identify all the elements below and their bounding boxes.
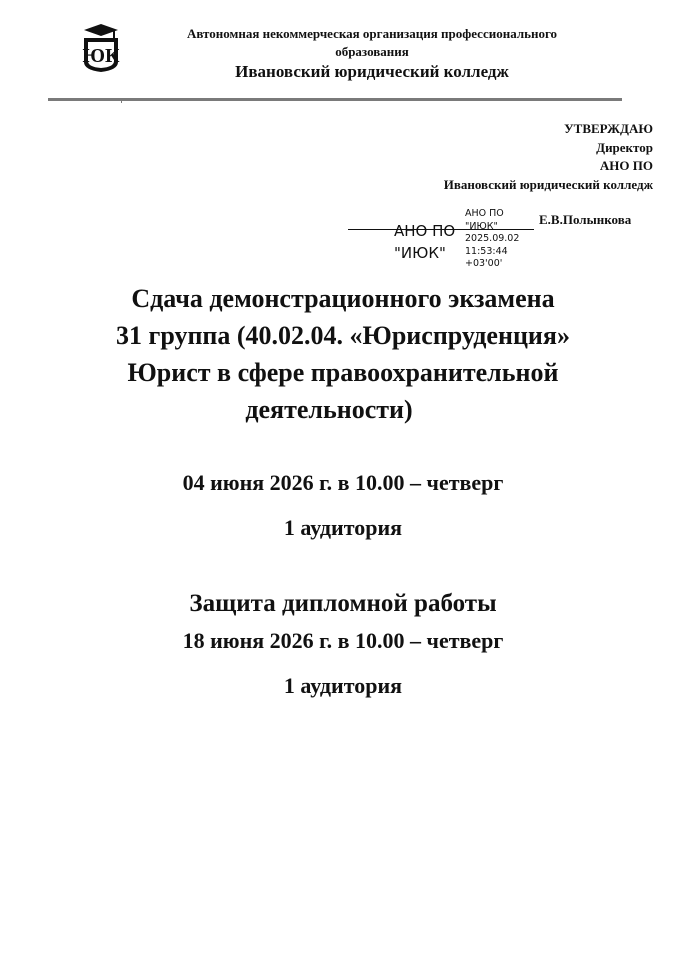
signature-detail-line1: АНО ПО [465,208,504,219]
org-type-line-continued: образования [335,44,409,59]
signature-signer-line2: "ИЮК" [394,244,446,262]
header-divider [48,98,622,101]
college-emblem-icon [80,22,122,74]
digital-signature-name [394,220,455,264]
approver-position: Директор [596,139,653,155]
signature-timezone: +03'00' [465,258,503,269]
exam-title [0,280,686,428]
exam-title-line1: Сдача демонстрационного экзамена [131,284,555,313]
signature-signer-line1: АНО ПО [394,222,456,240]
svg-text:ЮК: ЮК [82,45,120,67]
director-name: Е.В.Полынкова [539,212,632,227]
exam-title-line4: деятельности) [245,395,413,424]
approver-org: АНО ПО [599,158,653,173]
college-name: Ивановский юридический колледж [235,62,509,81]
approval-block [444,120,653,194]
exam-title-line2: 31 группа (40.02.04. «Юриспруденция» [116,321,570,350]
approval-heading: УТВЕРЖДАЮ [564,121,653,136]
defense-room: 1 аудитория [283,673,403,698]
signature-detail-line2: "ИЮК" [465,220,498,232]
org-type-line: Автономная некоммерческая организация профессионального [186,26,558,41]
exam-title-line3: Юрист в сфере правоохранительной [127,358,559,387]
exam-room: 1 аудитория [283,515,403,540]
exam-date: 04 июня 2026 г. в 10.00 – четверг [182,470,504,495]
defense-date: 18 июня 2026 г. в 10.00 – четверг [182,628,504,653]
header-divider-tick [121,98,122,103]
digital-signature-details [465,208,519,271]
defense-title: Защита дипломной работы [189,590,497,617]
signature-time: 11:53:44 [465,245,508,257]
signature-date: 2025.09.02 [465,233,520,244]
approver-college: Ивановский юридический колледж [443,176,653,192]
